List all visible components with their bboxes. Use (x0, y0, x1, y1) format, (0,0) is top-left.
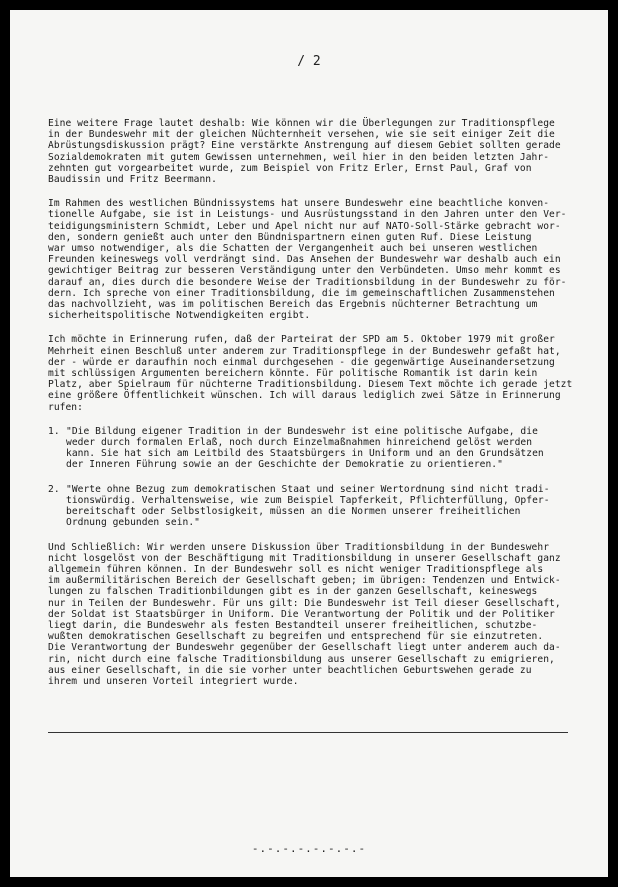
text-line: den, sondern genießt auch unter den Bündnispartnern einen guten Ruf. Diese Leistung (48, 231, 532, 243)
underline-rule (48, 732, 568, 733)
text-line: teidigungsministern Schmidt, Leber und Apel nicht nur auf NATO-Soll-Stärke gebracht wor- (48, 220, 561, 232)
paragraph-1 (48, 118, 596, 185)
text-line: tionswürdig. Verhaltensweise, wie zum Beispiel Tapferkeit, Pflichterfüllung, Opfer- (66, 494, 550, 506)
text-line: Und Schließlich: Wir werden unsere Diskussion über Traditionsbildung in der Bundeswehr (48, 541, 550, 553)
text-line: tionelle Aufgabe, sie ist in Leistungs- und Ausrüstungsstand in den Jahren unter den Ver- (48, 209, 567, 221)
text-line: rin, nicht durch eine falsche Traditionsbildung aus unserer Gesellschaft zu emigrieren, (48, 653, 555, 665)
text-line: Baudissin und Fritz Beermann. (48, 174, 217, 186)
paragraph-3 (48, 334, 596, 412)
text-line: war umso notwendiger, als die Schatten der Vergangenheit auch bei unseren westlichen (48, 243, 538, 255)
text-line: in der Bundeswehr mit der gleichen Nüchternheit versehen, wie sie seit einiger Zeit die (48, 129, 555, 141)
text-line: kann. Sie hat sich am Leitbild des Staatsbürgers in Uniform und an den Grundsätzen (66, 448, 544, 460)
text-line: Sozialdemokraten mit gutem Gewissen unternehmen, weil hier in den beiden letzten Jahr- (48, 151, 550, 163)
document-page (10, 10, 608, 877)
quote-item-2 (48, 484, 596, 529)
text-line: gewichtiger Beitrag zur besseren Verständigung unter den Verbündeten. Umso mehr kommt es (48, 265, 561, 277)
paragraph-2 (48, 198, 596, 321)
text-line: Platz, aber Spielraum für nüchterne Traditionsbildung. Diesem Text möchte ich gerade jetzt (48, 379, 573, 391)
text-line: sicherheitspolitische Notwendigkeiten ergibt. (48, 310, 311, 322)
text-line: "Werte ohne Bezug zum demokratischen Staat und seiner Wertordnung sind nicht tradi- (66, 483, 550, 495)
text-line: "Die Bildung eigener Tradition in der Bundeswehr ist eine politische Aufgabe, die (66, 425, 538, 437)
paragraph-final (48, 542, 596, 688)
text-line: bereitschaft oder Selbstlosigkeit, müssen an die Normen unserer freiheitlichen (66, 506, 521, 518)
text-line: Mehrheit einen Beschluß unter anderem zur Traditionspflege in der Bundeswehr gefaßt hat, (48, 345, 561, 357)
text-line: der Inneren Führung sowie an der Geschichte der Demokratie zu orientieren." (66, 459, 503, 471)
quote-text (66, 484, 596, 529)
text-line: lungen zu falschen Traditionbildungen gibt es in der ganzen Gesellschaft, keineswegs (48, 586, 538, 598)
text-line: das nachvollzieht, was im politischen Bereich das Ergebnis nüchterner Betrachtung um (48, 299, 538, 311)
text-line: nur in Teilen der Bundeswehr. Für uns gilt: Die Bundeswehr ist Teil dieser Gesellschaft, (48, 597, 561, 609)
text-line: aus einer Gesellschaft, in die sie vorher unter beachtlichen Geburtswehen gerade zu (48, 664, 532, 676)
quote-item-1 (48, 426, 596, 471)
text-line: rufen: (48, 401, 83, 413)
text-line: zehnten gut vorgearbeitet wurde, zum Beispiel von Fritz Erler, Ernst Paul, Graf von (48, 162, 532, 174)
quote-text (66, 426, 596, 471)
text-line: Ordnung gebunden sein." (66, 517, 200, 529)
text-line: Eine weitere Frage lautet deshalb: Wie können wir die Überlegungen zur Traditionspflege (48, 118, 555, 129)
text-line: mit schlüssigen Argumenten bereichern könnte. Für politische Romantik ist darin kein (48, 368, 538, 380)
text-line: der - würde er daraufhin noch einmal durchgesehen - die gegenwärtige Auseinandersetzung (48, 356, 555, 368)
text-line: Abrüstungsdiskussion prägt? Eine verstärkte Anstrengung auf diesem Gebiet sollten gerade (48, 140, 561, 152)
text-line: nicht losgelöst von der Beschäftigung mit Traditionsbildung in unserer Gesellschaft ganz (48, 552, 561, 564)
text-line: wußten demokratischen Gesellschaft zu begreifen und entsprechend für sie einzutreten. (48, 631, 544, 643)
text-line: der Soldat ist Staatsbürger in Uniform. Die Verantwortung der Politik und der Politiker (48, 608, 555, 620)
text-line: weder durch formalen Erlaß, noch durch Einzelmaßnahmen hinreichend gelöst werden (66, 437, 533, 449)
list-number: 2. (48, 483, 60, 495)
text-line: Im Rahmen des westlichen Bündnissystems hat unsere Bundeswehr eine beachtliche konven- (48, 198, 550, 210)
page-number: / 2 (297, 54, 321, 69)
text-line: eine größere Öffentlichkeit wünschen. Ich will daraus lediglich zwei Sätze in Erinnerung (48, 390, 561, 402)
footer-separator: -.-.-.-.-.-.-.- (251, 842, 367, 855)
text-line: dern. Ich spreche von einer Traditionsbildung, die im gemeinschaftlichen Zusammenstehen (48, 287, 555, 299)
text-line: Die Verantwortung der Bundeswehr gegenüber der Gesellschaft liegt unter anderem auch da- (48, 642, 561, 654)
list-number: 1. (48, 425, 60, 437)
text-line: im außermilitärischen Bereich der Gesellschaft geben; im übrigen: Tendenzen und Entwick- (48, 575, 561, 587)
text-line: ihrem und unseren Vorteil integriert wurde. (48, 675, 299, 687)
text-line: liegt darin, die Bundeswehr als festen Bestandteil unserer freiheitlichen, schutzbe- (48, 619, 538, 631)
document-body (48, 118, 596, 700)
text-line: darauf an, dies durch die besondere Weise der Traditionsbildung in der Bundeswehr zu för- (48, 276, 567, 288)
text-line: allgemein führen können. In der Bundeswehr soll es nicht weniger Traditionspflege als (48, 563, 544, 575)
text-line: Ich möchte in Erinnerung rufen, daß der Parteirat der SPD am 5. Oktober 1979 mit großer (48, 334, 555, 346)
text-line: Freunden keineswegs voll verdrängt sind. Das Ansehen der Bundeswehr war deshalb auch ein (48, 254, 561, 266)
